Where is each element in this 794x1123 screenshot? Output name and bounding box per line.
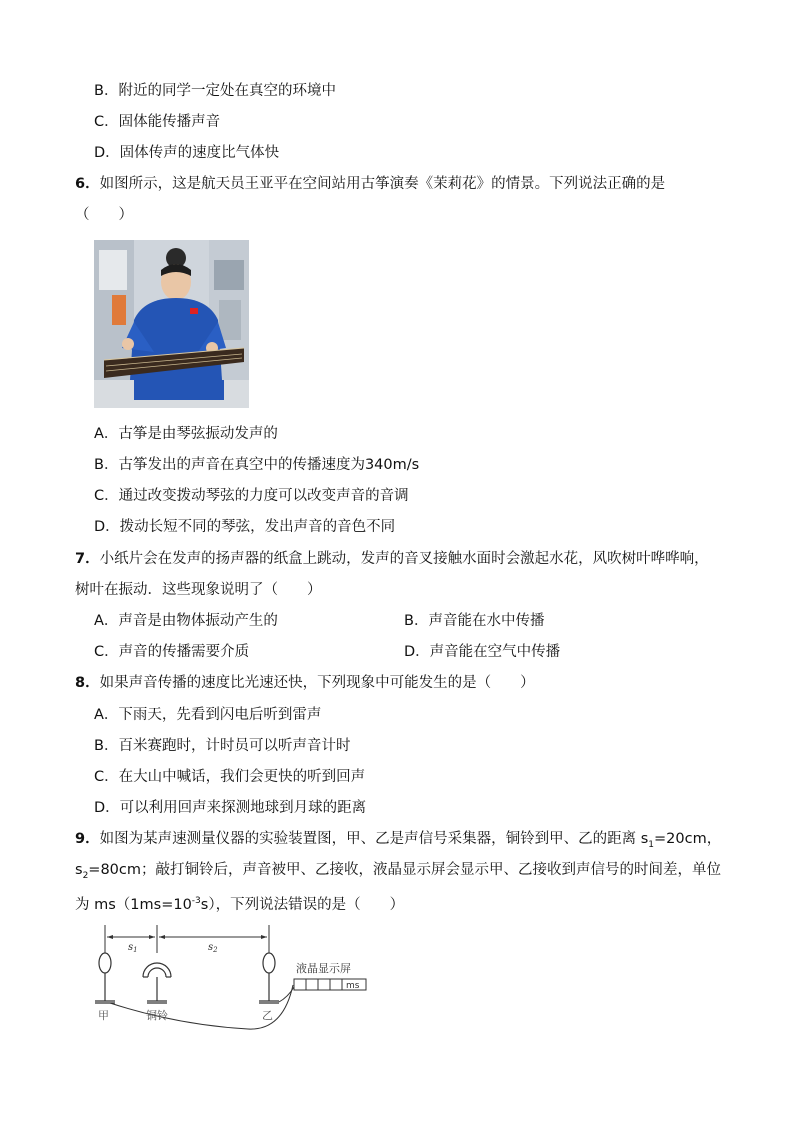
question-7-line2: 树叶在振动．这些现象说明了（ ） — [75, 582, 322, 598]
collector-jia — [95, 953, 115, 1003]
question-6 — [75, 174, 665, 194]
question-9-line1: 如图为某声速测量仪器的实验装置图，甲、乙是声信号采集器，铜铃到甲、乙的距离 s — [99, 831, 649, 847]
question-9-s1-sub: 1 — [648, 839, 654, 850]
s1-arrow-right — [149, 935, 155, 939]
label-bell: 铜铃 — [146, 1009, 168, 1022]
question-9 — [75, 829, 721, 855]
question-7-option-b: B．声音能在水中传播 — [404, 613, 545, 629]
question-7-option-d: D．声音能在空气中传播 — [404, 644, 561, 660]
question-9-line2-text: =80cm；敲打铜铃后，声音被甲、乙接收，液晶显示屏会显示甲、乙接收到声信号的时间差，单位 — [88, 862, 721, 878]
question-6-option-c: C．通过改变拨动琴弦的力度可以改变声音的音调 — [94, 488, 409, 504]
question-6-option-b: B．古筝发出的声音在真空中的传播速度为340m/s — [94, 457, 420, 473]
question-8-option-a: A．下雨天，先看到闪电后听到雷声 — [94, 707, 322, 723]
s2-label: $s_2$ — [208, 942, 218, 954]
question-7 — [75, 549, 709, 569]
question-6-number: 6． — [75, 176, 100, 192]
question-8-number: 8． — [75, 675, 100, 691]
question-6-option-a: A．古筝是由琴弦振动发声的 — [94, 426, 278, 442]
astronaut-guzheng-illustration — [94, 240, 249, 408]
question-9-line2 — [75, 860, 721, 886]
option-c-prev: C．固体能传播声音 — [94, 114, 221, 130]
astronaut-guzheng-photo — [94, 240, 249, 408]
sound-speed-apparatus-diagram — [88, 925, 378, 1037]
bell — [143, 963, 171, 1003]
option-d-prev: D．固体传声的速度比气体快 — [94, 145, 280, 161]
question-6-option-d: D．拨动长短不同的琴弦，发出声音的音色不同 — [94, 519, 396, 535]
question-8 — [75, 673, 535, 693]
question-7-option-c: C．声音的传播需要介质 — [94, 644, 250, 660]
label-yi: 乙 — [262, 1009, 273, 1022]
s2-arrow-left — [159, 935, 165, 939]
question-9-number: 9． — [75, 831, 100, 847]
s1-label: $s_1$ — [128, 942, 138, 954]
question-9-s2-sub: 2 — [82, 870, 89, 881]
question-8-text: 如果声音传播的速度比光速还快，下列现象中可能发生的是（ ） — [99, 675, 535, 691]
question-9-exponent: -3 — [191, 896, 201, 906]
s1-arrow-left — [107, 935, 113, 939]
question-8-option-d: D．可以利用回声来探测地球到月球的距离 — [94, 800, 367, 816]
question-9-line1-end: =20cm， — [654, 831, 722, 847]
question-9-line3a: 为 ms（1ms=10 — [75, 896, 192, 913]
question-7-number: 7． — [75, 551, 100, 567]
question-7-option-a: A．声音是由物体振动产生的 — [94, 613, 278, 629]
question-9-line3b: s），下列说法错误的是（ ） — [200, 896, 405, 913]
question-8-option-c: C．在大山中喊话，我们会更快的听到回声 — [94, 769, 366, 785]
label-jia: 甲 — [98, 1009, 109, 1022]
question-9-line3 — [75, 891, 404, 915]
display-label: 液晶显示屏 — [296, 962, 351, 975]
question-9-s2: s — [75, 862, 83, 878]
question-6-blank: （ ） — [75, 207, 133, 223]
s2-arrow-right — [261, 935, 267, 939]
question-7-line1: 小纸片会在发声的扬声器的纸盒上跳动，发声的音叉接触水面时会激起水花，风吹树叶哗哗响， — [99, 551, 709, 567]
option-b-prev: B．附近的同学一定处在真空的环境中 — [94, 83, 336, 99]
wire-jia-to-display — [110, 985, 293, 1029]
display-unit: ms — [346, 981, 360, 991]
collector-yi — [259, 953, 279, 1003]
question-6-text: 如图所示，这是航天员王亚平在空间站用古筝演奏《茉莉花》的情景。下列说法正确的是 — [99, 176, 666, 192]
question-8-option-b: B．百米赛跑时，计时员可以听声音计时 — [94, 738, 351, 754]
